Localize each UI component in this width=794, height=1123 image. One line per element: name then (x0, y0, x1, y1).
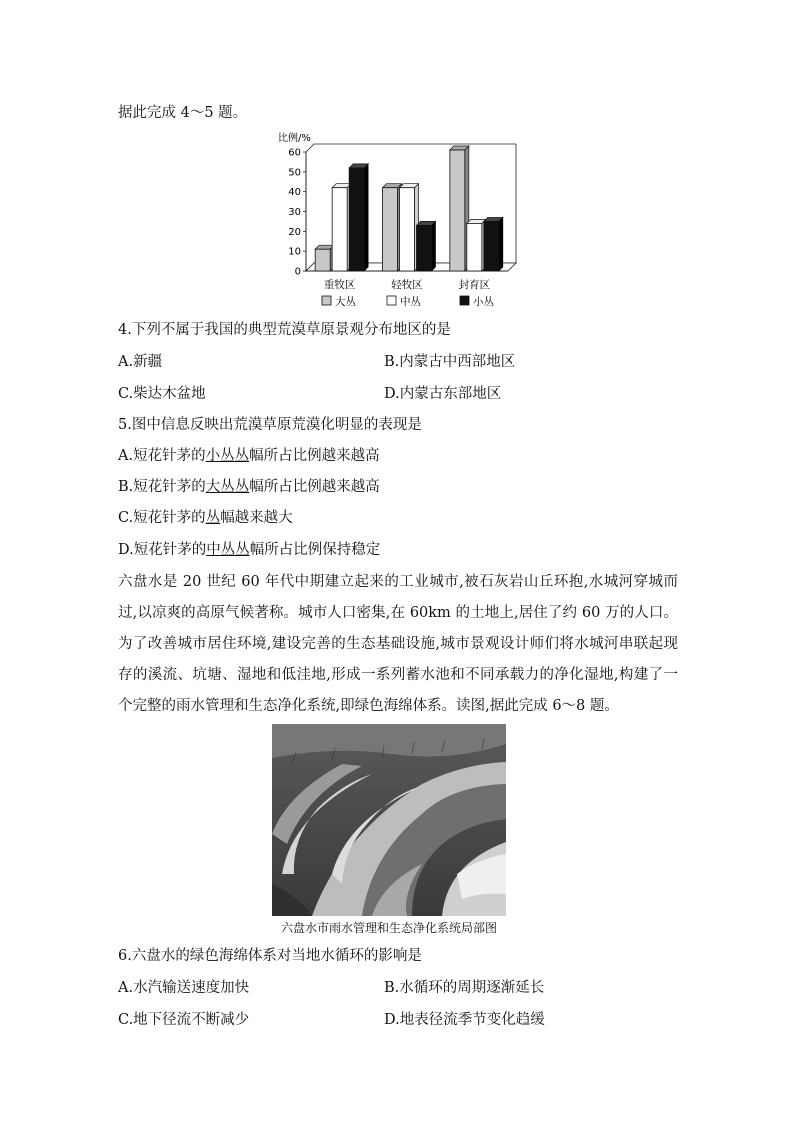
question-5-option-a: A.短花针茅的小丛丛幅所占比例越来越高 (118, 448, 380, 464)
question-4-option-b: B.内蒙古中西部地区 (384, 354, 516, 370)
bar-side (364, 164, 368, 271)
x-tick-label: 轻牧区 (391, 279, 423, 291)
question-6-option-c: C.地下径流不断减少 (118, 1012, 250, 1028)
legend-label: 大丛 (335, 296, 356, 308)
bar-chart (270, 128, 530, 314)
question-5-option-d: D.短花针茅的中丛丛幅所占比例保持稳定 (118, 542, 381, 558)
legend-label: 中丛 (400, 296, 421, 308)
question-6-option-d: D.地表径流季节变化趋缓 (384, 1012, 545, 1028)
legend-swatch (322, 296, 331, 305)
photo-caption: 六盘水市雨水管理和生态净化系统局部图 (280, 921, 497, 935)
reading-passage: 六盘水是 20 世纪 60 年代中期建立起来的工业城市,被石灰岩山丘环抱,水城河穿城而过,以凉爽的高原气候著称。城市人口密集,在 60km 的土地上,居住了约 60 万的人口。为了改善城市居住环境,建设完善的生态基础设施,城市景观设计师们将水城河串联起现存的溪流、坑塘、湿地和低洼地,形成一系列蓄水池和不同承载力的净化湿地,构建了一个完整的雨水管理和生态净化系统,即绿色海绵体系。读图,据此完成 6～8 题。 (118, 574, 678, 714)
question-4-option-c: C.柴达木盆地 (118, 386, 206, 402)
legend-swatch (460, 296, 469, 305)
bar-1-2 (417, 225, 432, 271)
x-tick-label: 封育区 (458, 279, 491, 291)
bar-side (432, 221, 436, 271)
bar-1-0 (383, 188, 398, 271)
wetland-photo (272, 724, 506, 916)
x-tick-label: 重牧区 (323, 279, 356, 291)
y-tick-label: 10 (288, 246, 301, 258)
bar-1-1 (400, 188, 415, 271)
y-tick-label: 30 (288, 207, 301, 218)
bar-2-2 (484, 221, 499, 271)
y-tick-label: 20 (288, 226, 301, 238)
legend-swatch (387, 296, 396, 305)
y-tick-label: 50 (288, 167, 301, 179)
question-6-stem: 6.六盘水的绿色海绵体系对当地水循环的影响是 (118, 948, 422, 964)
question-5-option-c: C.短花针茅的丛幅越来越大 (118, 510, 293, 526)
question-4-option-d: D.内蒙古东部地区 (384, 386, 502, 402)
question-4-option-a: A.新疆 (118, 354, 163, 370)
question-4-stem: 4.下列不属于我国的典型荒漠草原景观分布地区的是 (118, 322, 451, 338)
y-tick-label: 60 (288, 147, 301, 159)
question-6-option-a: A.水汽输送速度加快 (118, 980, 250, 996)
y-axis-title: 比例/% (278, 133, 311, 144)
question-6-option-b: B.水循环的周期逐渐延长 (384, 980, 545, 996)
legend-label: 小丛 (473, 296, 494, 308)
bar-2-0 (450, 150, 465, 271)
bar-0-2 (349, 168, 364, 271)
intro-instruction: 据此完成 4～5 题。 (118, 105, 248, 121)
y-tick-label: 40 (288, 187, 301, 199)
bar-0-0 (315, 249, 330, 271)
question-5-option-b: B.短花针茅的大丛丛幅所占比例越来越高 (118, 479, 380, 495)
y-tick-label: 0 (294, 266, 301, 278)
bar-2-1 (467, 223, 482, 271)
bar-side (499, 217, 503, 271)
question-5-stem: 5.图中信息反映出荒漠草原荒漠化明显的表现是 (118, 417, 422, 433)
bar-0-1 (332, 188, 347, 271)
